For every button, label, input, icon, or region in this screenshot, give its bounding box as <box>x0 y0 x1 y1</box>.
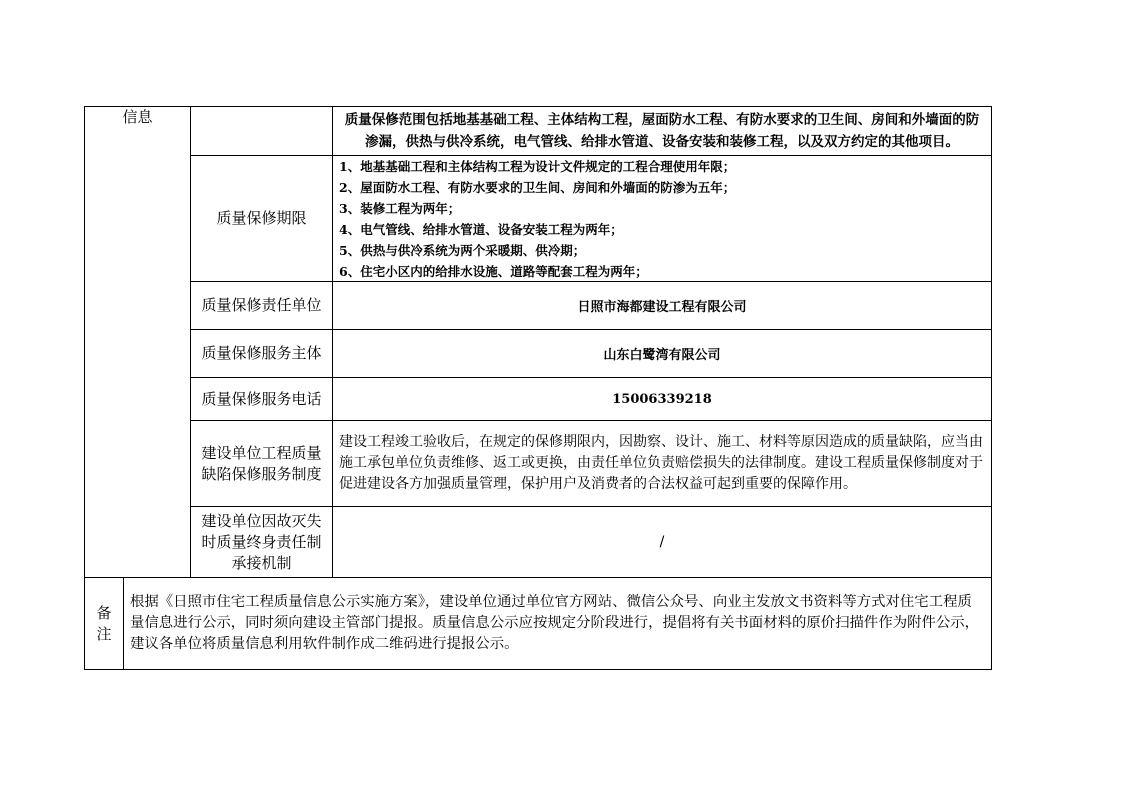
quality-info-table <box>84 106 992 670</box>
service-subject-label: 质量保修服务主体 <box>201 344 322 362</box>
remarks-label: 备注 <box>96 603 112 643</box>
info-label: 信息 <box>122 108 153 126</box>
service-phone-label: 质量保修服务电话 <box>201 389 322 408</box>
list-item: 6、住宅小区内的给排水设施、道路等配套工程为两年； <box>339 263 648 279</box>
service-phone-value: 15006339218 <box>612 391 712 407</box>
lifetime-liability-label: 建设单位因故灭失时质量终身责任制承接机制 <box>201 511 322 572</box>
defect-system-label: 建设单位工程质量缺陷保修服务制度 <box>201 443 322 483</box>
list-item: 3、装修工程为两年； <box>339 200 461 216</box>
defect-system-text: 建设工程竣工验收后，在规定的保修期限内，因勘察、设计、施工、材料等原因造成的质量缺陷，应当由施工承包单位负责维修、返工或更换，由责任单位负责赔偿损失的法律制度。建设工程质量保修制度对于促进建设各方加强质量管理，保护用户及消费者的合法权益可起到重要的保障作用。 <box>339 434 983 492</box>
responsible-unit-value: 日照市海都建设工程有限公司 <box>577 300 747 315</box>
remarks-text: 根据《日照市住宅工程质量信息公示实施方案》，建设单位通过单位官方网站、微信公众号、向业主发放文书资料等方式对住宅工程质量信息进行公示，同时须向建设主管部门提报。质量信息公示应按规定分阶段进行，提倡将有关书面材料的原价扫描件作为附件公示，建议各单位将质量信息利用软件制作成二维码进行提报公示。 <box>130 594 980 652</box>
warranty-period-label: 质量保修期限 <box>216 209 307 227</box>
warranty-period-list <box>333 156 991 281</box>
list-item: 5、供热与供冷系统为两个采暖期、供冷期； <box>339 242 586 258</box>
service-subject-value: 山东白鹭湾有限公司 <box>603 348 721 363</box>
table-bottom-border <box>84 669 992 670</box>
lifetime-liability-value: / <box>659 534 665 550</box>
table-right-border <box>991 106 992 670</box>
list-item: 1、地基基础工程和主体结构工程为设计文件规定的工程合理使用年限； <box>339 158 736 174</box>
list-item: 2、屋面防水工程、有防水要求的卫生间、房间和外墙面的防渗为五年； <box>339 179 736 195</box>
list-item: 4、电气管线、给排水管道、设备安装工程为两年； <box>339 221 623 237</box>
responsible-unit-label: 质量保修责任单位 <box>201 296 322 314</box>
warranty-scope-text: 质量保修范围包括地基基础工程、主体结构工程，屋面防水工程、有防水要求的卫生间、房间和外墙面的防渗漏，供热与供冷系统，电气管线、给排水管道、设备安装和装修工程，以及双方约定的其他项目。 <box>344 112 980 150</box>
